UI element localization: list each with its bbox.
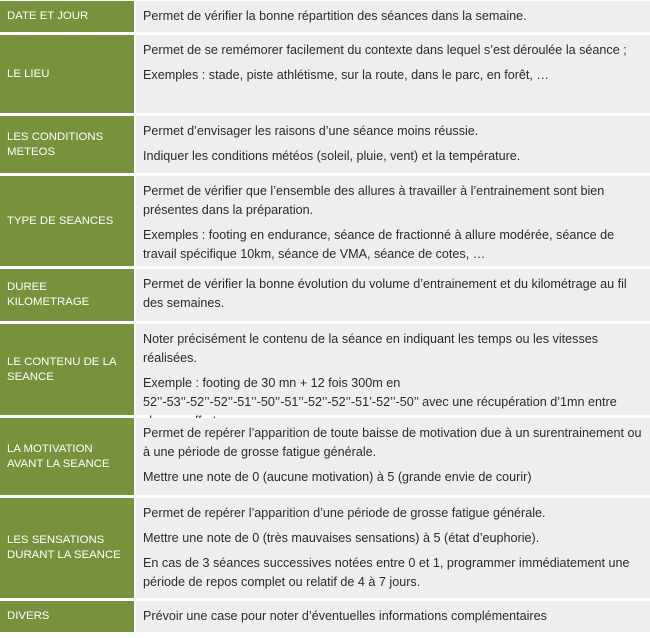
row-content [136,498,650,598]
table-row-motivation [0,418,650,498]
row-label: LA MOTIVATION AVANT LA SEANCE [0,418,136,495]
row-label: DIVERS [0,601,136,632]
row-text: Noter précisément le contenu de la séance en indiquant les temps ou les vitesses réalisées. [143,332,599,365]
table-row-lieu [0,35,650,116]
table-row-type [0,176,650,269]
row-content [136,1,650,32]
row-text: Indiquer les conditions météos (soleil, pluie, vent) et la température. [143,149,521,163]
table-row-duree [0,269,650,324]
row-text: Permet de vérifier la bonne répartition des séances dans la semaine. [143,9,527,23]
row-text: Permet d’envisager les raisons d’une séance moins réussie. [143,124,479,138]
row-label: LE LIEU [0,35,136,113]
row-label: LES CONDITIONS METEOS [0,116,136,173]
row-text: Mettre une note de 0 (aucune motivation) à 5 (grande envie de courir) [143,470,532,484]
row-label: DATE ET JOUR [0,1,136,32]
row-text: Permet de se remémorer facilement du contexte dans lequel s’est déroulée la séance ; [143,43,627,57]
table-row-divers [0,601,650,635]
row-content [136,418,650,495]
row-content [136,176,650,266]
row-text: Mettre une note de 0 (très mauvaises sensations) à 5 (état d’euphorie). [143,531,540,545]
row-content [136,324,650,415]
row-text: Permet de repérer l’apparition d’une période de grosse fatigue générale. [143,506,546,520]
row-text: Prévoir une case pour noter d’éventuelles informations complémentaires [143,609,547,623]
row-content [136,35,650,113]
row-text: Exemples : footing en endurance, séance de fractionné à allure modérée, séance de travail spécifique 10km, séance de VMA, séance de cotes, … [143,228,615,261]
row-text: Permet de repérer l’apparition de toute baisse de motivation due à un surentrainement ou à une période de grosse fatigue générale. [143,426,642,459]
row-text: Exemples : stade, piste athlétisme, sur la route, dans le parc, en forêt, … [143,68,549,82]
table-row-conditions [0,116,650,176]
row-text: Permet de vérifier que l’ensemble des allures à travailler à l’entrainement sont bien présentes dans la préparation. [143,184,605,217]
table-row-date [0,1,650,35]
row-text: En cas de 3 séances successives notées entre 0 et 1, programmer immédiatement une période de repos complet ou relatif de 4 à 7 jours. [143,556,630,589]
table-row-contenu [0,324,650,418]
row-label: TYPE DE SEANCES [0,176,136,266]
row-content [136,116,650,173]
row-text: Permet de vérifier la bonne évolution du volume d’entrainement et du kilométrage au fil des semaines. [143,277,627,310]
row-text: Exemple : footing de 30 mn + 12 fois 300m en 52’’-53’’-52’’-52’’-51’’-50’’-51’’-52’’-52’’-51’-52’’-50’’ avec une récupération d’1mn entre [143,376,617,409]
row-label: DUREE KILOMETRAGE [0,269,136,321]
row-label: LE CONTENU DE LA SEANCE [0,324,136,415]
row-label: LES SENSATIONS DURANT LA SEANCE [0,498,136,598]
table-row-sensations [0,498,650,601]
row-content [136,269,650,321]
row-content [136,601,650,632]
